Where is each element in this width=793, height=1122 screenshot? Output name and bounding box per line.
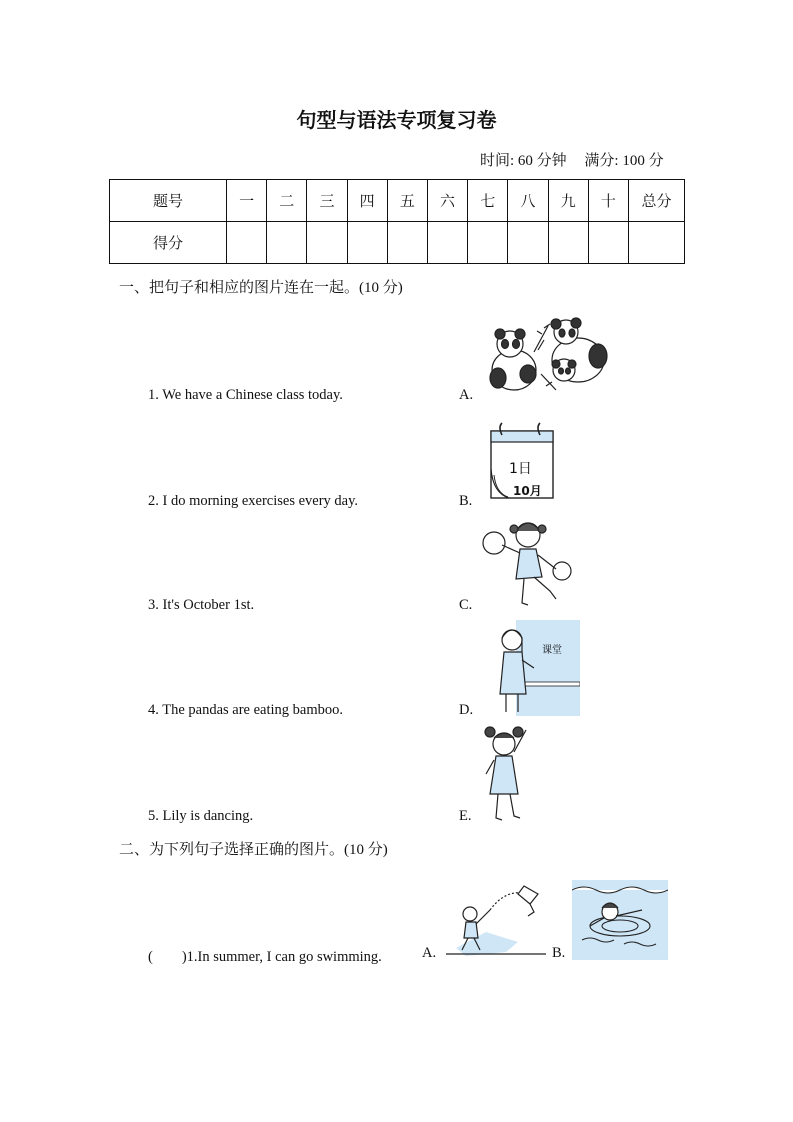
pandas-image xyxy=(486,312,610,398)
calendar-month: 10月 xyxy=(513,484,542,498)
col-4: 四 xyxy=(347,180,387,222)
score-cell[interactable] xyxy=(548,222,588,264)
swimming-boy-image xyxy=(572,880,668,960)
col-6: 六 xyxy=(427,180,467,222)
score-table-score-row xyxy=(110,222,685,264)
score-cell[interactable] xyxy=(508,222,548,264)
option-d: D. xyxy=(459,702,474,718)
option-a: A. xyxy=(459,387,474,403)
page-title: 句型与语法专项复习卷 xyxy=(296,108,497,132)
time-info xyxy=(480,149,678,170)
score-cell[interactable] xyxy=(267,222,307,264)
score-table xyxy=(109,179,685,264)
time-limit: 时间: 60 分钟 xyxy=(480,153,567,169)
section2-question-1: ( )1.In summer, I can go swimming. xyxy=(148,949,382,965)
score-cell-total[interactable] xyxy=(629,222,685,264)
score-cell[interactable] xyxy=(307,222,347,264)
col-5: 五 xyxy=(387,180,427,222)
kite-boy-image xyxy=(446,880,546,958)
dancing-girl-image xyxy=(478,722,542,824)
col-3: 三 xyxy=(307,180,347,222)
score-cell[interactable] xyxy=(588,222,628,264)
sentence-1: 1. We have a Chinese class today. xyxy=(148,387,343,403)
sentence-5: 5. Lily is dancing. xyxy=(148,808,254,824)
col-total: 总分 xyxy=(629,180,685,222)
teacher-blackboard-image xyxy=(496,620,580,716)
section2-option-b: B. xyxy=(552,945,566,961)
calendar-day: 1日 xyxy=(509,461,532,477)
score-cell[interactable] xyxy=(387,222,427,264)
col-10: 十 xyxy=(588,180,628,222)
row-label-question-number: 题号 xyxy=(110,180,227,222)
section2-heading: 二、为下列句子选择正确的图片。(10 分) xyxy=(119,842,388,858)
sentence-2: 2. I do morning exercises every day. xyxy=(148,493,359,509)
col-9: 九 xyxy=(548,180,588,222)
sentence-3: 3. It's October 1st. xyxy=(148,597,255,613)
option-c: C. xyxy=(459,597,473,613)
col-7: 七 xyxy=(468,180,508,222)
col-1: 一 xyxy=(227,180,267,222)
row-label-score: 得分 xyxy=(110,222,227,264)
score-cell[interactable] xyxy=(427,222,467,264)
score-cell[interactable] xyxy=(468,222,508,264)
score-cell[interactable] xyxy=(227,222,267,264)
option-e: E. xyxy=(459,808,472,824)
sentence-4: 4. The pandas are eating bamboo. xyxy=(148,702,344,718)
option-b: B. xyxy=(459,493,473,509)
col-8: 八 xyxy=(508,180,548,222)
score-cell[interactable] xyxy=(347,222,387,264)
score-table-header-row xyxy=(110,180,685,222)
section1-heading: 一、把句子和相应的图片连在一起。(10 分) xyxy=(119,280,403,296)
blackboard-text: 课堂 xyxy=(542,645,562,656)
exercise-girl-image xyxy=(480,515,574,611)
col-2: 二 xyxy=(267,180,307,222)
full-score: 满分: 100 分 xyxy=(584,153,664,169)
section2-option-a: A. xyxy=(422,945,437,961)
